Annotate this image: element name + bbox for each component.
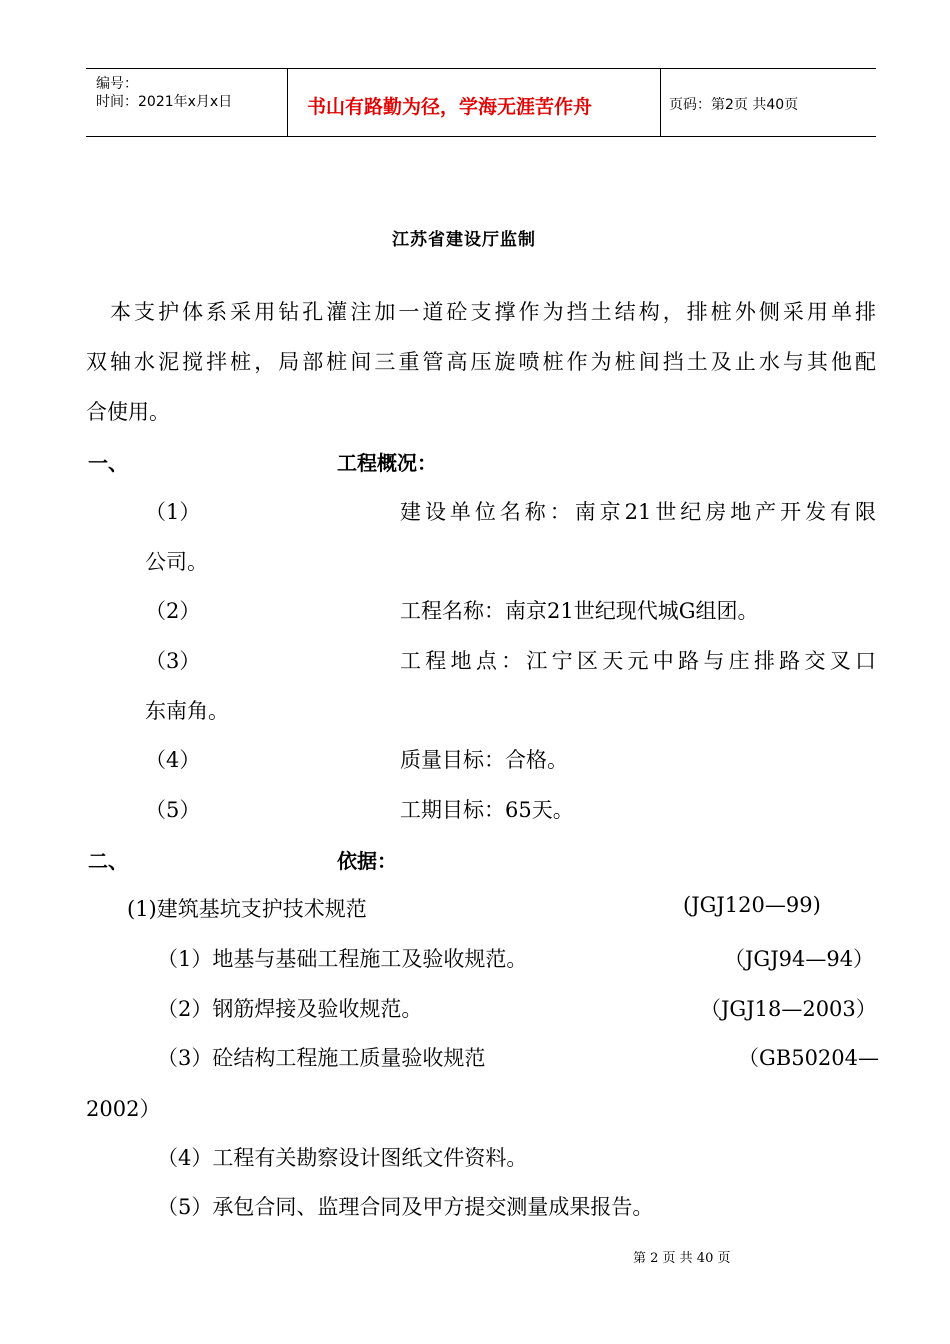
section2-item-2-code: （JGJ94—94） [724, 947, 875, 971]
section2-item-3-code: （JGJ18—2003） [700, 997, 877, 1021]
section1-item-5-number: （5） [145, 798, 201, 822]
section2-item-2-text: （1）地基与基础工程施工及验收规范。 [157, 947, 528, 971]
section1-item-3-continuation: 东南角。 [145, 699, 229, 723]
section1-title: 工程概况： [337, 451, 437, 475]
header-divider-left [287, 68, 288, 136]
header-motto: 书山有路勤为径，学海无涯苦作舟 [307, 96, 593, 118]
section2-item-1-code: (JGJ120—99) [683, 893, 821, 917]
section2-item-4-continuation: 2002） [86, 1097, 161, 1121]
section1-item-5-text: 工期目标：65天。 [400, 798, 574, 822]
document-title: 江苏省建设厅监制 [392, 230, 536, 250]
header-divider-right [660, 68, 661, 136]
section2-item-3-text: （2）钢筋焊接及验收规范。 [157, 997, 423, 1021]
section1-item-2-text: 工程名称：南京21世纪现代城G组团。 [400, 599, 759, 623]
section2-item-4-text: （3）砼结构工程施工质量验收规范 [157, 1046, 486, 1070]
section1-item-3-number: （3） [145, 649, 201, 673]
header-number-label: 编号： [96, 76, 138, 92]
section2-item-6-text: （5）承包合同、监理合同及甲方提交测量成果报告。 [157, 1195, 654, 1219]
section1-number: 一、 [88, 451, 128, 475]
section1-item-3-text: 工程地点：江宁区天元中路与庄排路交叉口 [400, 649, 876, 673]
section2-title: 依据： [337, 849, 397, 873]
section1-item-2-number: （2） [145, 599, 201, 623]
section1-item-4-text: 质量目标：合格。 [400, 748, 568, 772]
section2-item-5-text: （4）工程有关勘察设计图纸文件资料。 [157, 1146, 528, 1170]
header-bottom-border [86, 136, 876, 137]
section2-number: 二、 [88, 849, 128, 873]
section1-item-1-text: 建设单位名称：南京21世纪房地产开发有限 [400, 500, 876, 524]
section2-item-4-code: （GB50204— [738, 1046, 880, 1070]
section1-item-1-continuation: 公司。 [145, 550, 208, 574]
header-time-label: 时间：2021年x月x日 [96, 94, 233, 110]
intro-line-3: 合使用。 [86, 400, 170, 424]
section2-item-1-text: (1)建筑基坑支护技术规范 [127, 897, 367, 921]
intro-line-1: 本支护体系采用钻孔灌注加一道砼支撑作为挡土结构，排桩外侧采用单排 [110, 300, 876, 324]
intro-line-2: 双轴水泥搅拌桩，局部桩间三重管高压旋喷桩作为桩间挡土及止水与其他配 [86, 350, 876, 374]
section1-item-4-number: （4） [145, 748, 201, 772]
page-footer: 第 2 页 共 40 页 [633, 1251, 731, 1266]
section1-item-1-number: （1） [145, 500, 201, 524]
header-page-info: 页码：第2页 共40页 [669, 97, 799, 113]
header-top-border [86, 68, 876, 69]
